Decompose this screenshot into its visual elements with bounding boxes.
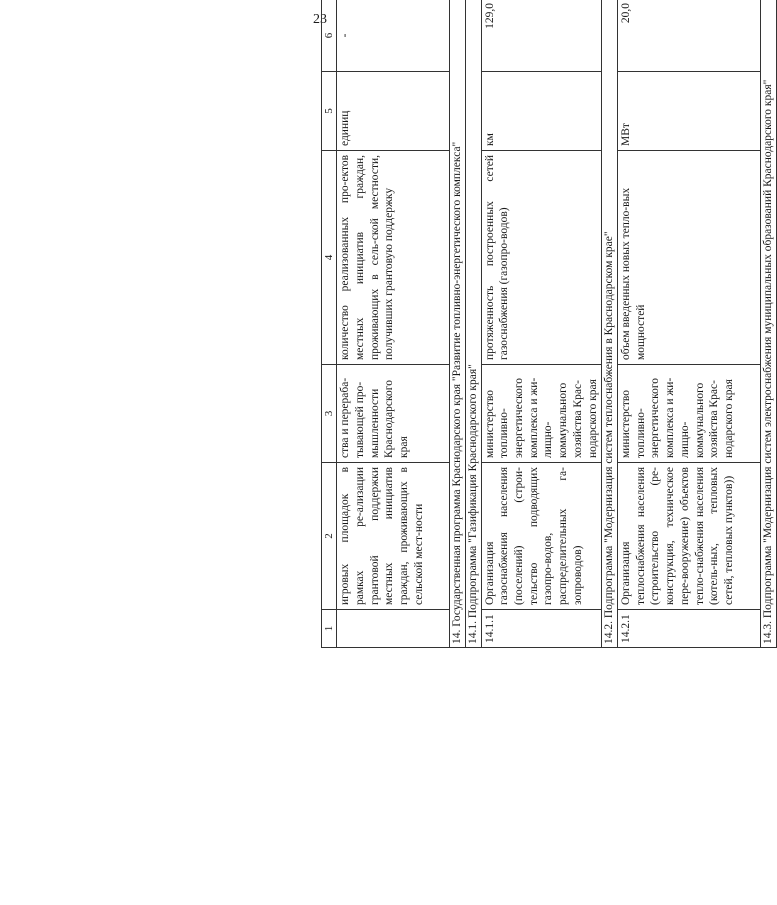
- activity-name: игровых площадок в рамках ре-ализации грантовой поддержки местных инициатив граждан, проживающих в сельской мест-ности: [337, 463, 450, 610]
- state-program-title: 14. Государственная программа Краснодарского края "Развитие топливно-энергетического комплекса": [450, 0, 466, 648]
- row-number: 14.2.1: [617, 610, 760, 648]
- rotated-table-container: [321, 0, 774, 648]
- column-number-row: [322, 0, 337, 648]
- indicator-name: объем введенных новых тепло-вых мощностей: [617, 151, 760, 365]
- column-header: 3: [322, 365, 337, 463]
- responsible-body: министерство топливно-энергетического комплекса и жи-лищно-коммунального хозяйства Крас-нодарского края: [481, 365, 602, 463]
- subprogram-title: 14.2. Подпрограмма "Модернизация систем теплоснабжения в Краснодарском крае": [602, 0, 618, 648]
- section-row: [760, 0, 776, 648]
- column-header: 5: [322, 72, 337, 151]
- responsible-body: ства и перераба-тывающей про-мышленности Краснодарского края: [337, 365, 450, 463]
- section-row: [602, 0, 618, 648]
- section-row: [465, 0, 481, 648]
- activity-name: Организация газоснабжения населения (поселений) (строи-тельство подводящих газопро-водов, распределительных га-зопроводов): [481, 463, 602, 610]
- indicator-name: количество реализованных про-ектов местных инициатив граждан, проживающих в сель-ской местности, получивших грантовую поддержку: [337, 151, 450, 365]
- table-row: [481, 0, 602, 648]
- value-cell: 129,0: [481, 0, 602, 72]
- subprogram-title: 14.3. Подпрограмма "Модернизация систем электроснабжения муниципальных образований Краснодарского края": [760, 0, 776, 648]
- row-number: [337, 610, 450, 648]
- column-header: 6: [322, 0, 337, 72]
- row-number: 14.1.1: [481, 610, 602, 648]
- section-row: [450, 0, 466, 648]
- unit-of-measure: МВт: [617, 72, 760, 151]
- value-cell: 20,0: [617, 0, 760, 72]
- unit-of-measure: единиц: [337, 72, 450, 151]
- indicator-name: протяженность построенных сетей газоснабжения (газопро-водов): [481, 151, 602, 365]
- responsible-body: министерство топливно-энергетического комплекса и жи-лищно-коммунального хозяйства Крас-нодарского края: [617, 365, 760, 463]
- value-cell: -: [337, 0, 450, 72]
- table-row: [337, 0, 450, 648]
- unit-of-measure: км: [481, 72, 602, 151]
- table-row: [617, 0, 760, 648]
- column-header: 1: [322, 610, 337, 648]
- column-header: 4: [322, 151, 337, 365]
- activity-name: Организация теплоснабжения населения (строительство (ре-конструкция, техническое пере-вооружение) объектов тепло-снабжения населения (котель-ных, тепловых сетей, тепловых пунктов)): [617, 463, 760, 610]
- subprogram-title: 14.1. Подпрограмма "Газификация Краснодарского края": [465, 0, 481, 648]
- page-number: 23: [313, 12, 327, 27]
- column-header: 2: [322, 463, 337, 610]
- program-indicators-table: [321, 0, 777, 648]
